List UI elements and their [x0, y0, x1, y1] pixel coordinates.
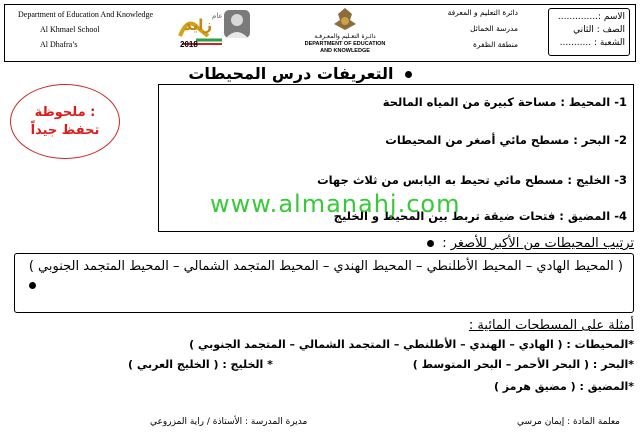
header-ar-region: منطقة الظفرة [472, 40, 518, 49]
example-oceans: *المحيطات : ( الهادي – الهندي – الأطلنطي – المتجمد الشمالي – المتجمد الجنوبي ) [189, 338, 634, 351]
page-title [150, 64, 450, 83]
student-name-field[interactable]: الاسم :.............. [557, 12, 625, 22]
header-ar-department: دائرة التعليم و المعرفة [447, 8, 518, 17]
student-info-box [548, 8, 630, 56]
zayed-logo-word: زايد [184, 16, 213, 34]
examples-heading: أمثلة على المسطحات المائية : [468, 318, 634, 333]
department-logo [300, 6, 390, 56]
student-grade-field: الصف : الثاني [573, 25, 625, 35]
title-bullet-icon [405, 71, 412, 78]
memorize-note-line1: ملحوظة : [34, 104, 96, 120]
order-box-bullet-icon [29, 282, 36, 289]
zayed-logo-sub: عام [212, 12, 223, 20]
definition-strait: 4- المضيق : فتحات ضيقة تربط بين المحيط و الخليج [333, 209, 627, 223]
header-en-department: Department of Education And Knowledge [18, 10, 154, 19]
order-heading-text: ترتيب المحيطات من الأكبر للأصغر [450, 236, 634, 251]
order-box [14, 253, 634, 313]
order-heading-colon: : [442, 236, 447, 251]
memorize-note-line2: تحفظ جيداً [30, 122, 100, 138]
zayed-logo-year: 2018 [180, 40, 198, 49]
memorize-note [10, 84, 120, 159]
department-logo-en1: DEPARTMENT OF EDUCATION [304, 41, 386, 47]
example-strait: *المضيق : ( مضيق هرمز ) [493, 380, 634, 393]
student-section-field[interactable]: الشعبة : ........... [559, 38, 625, 48]
teacher-name: معلمة المادة : إيمان مرسي [517, 417, 620, 427]
order-heading [200, 236, 634, 251]
header-en-school: Al Khmael School [40, 25, 100, 34]
header-en-region: Al Dhafra’s [40, 40, 78, 49]
order-bullet-icon [427, 240, 434, 247]
example-gulf: * الخليج : ( الخليج العربي ) [128, 358, 273, 371]
zayed-year-logo [178, 6, 256, 52]
definition-sea: 2- البحر : مسطح مائي أصغر من المحيطات [385, 133, 627, 147]
definition-gulf: 3- الخليج : مسطح مائي تحيط به اليابس من ثلاث جهات [317, 173, 627, 187]
falcon-emblem-icon [330, 6, 360, 32]
example-seas: *البحر : ( البحر الأحمر – البحر المتوسط ) [412, 358, 634, 371]
oceans-order-text: ( المحيط الهادي – المحيط الأطلنطي – المحيط الهندي – المحيط المتجمد الشمالي – المحيط المتجمد الجنوبي ) [28, 259, 623, 274]
principal-name: مديرة المدرسة : الأستاذة / راية المزروعي [150, 417, 308, 427]
watermark: www.almanahj.com [210, 190, 461, 218]
header-ar-school: مدرسة الخمائل [470, 24, 518, 33]
definition-ocean: 1- المحيط : مساحة كبيرة من المياه المالحة [382, 95, 627, 109]
department-logo-ar: دائـرة التعـليم والمعـرفـة [314, 33, 376, 40]
page-title-text: التعريفات درس المحيطات [188, 64, 394, 83]
department-logo-en2: AND KNOWLEDGE [320, 48, 370, 54]
